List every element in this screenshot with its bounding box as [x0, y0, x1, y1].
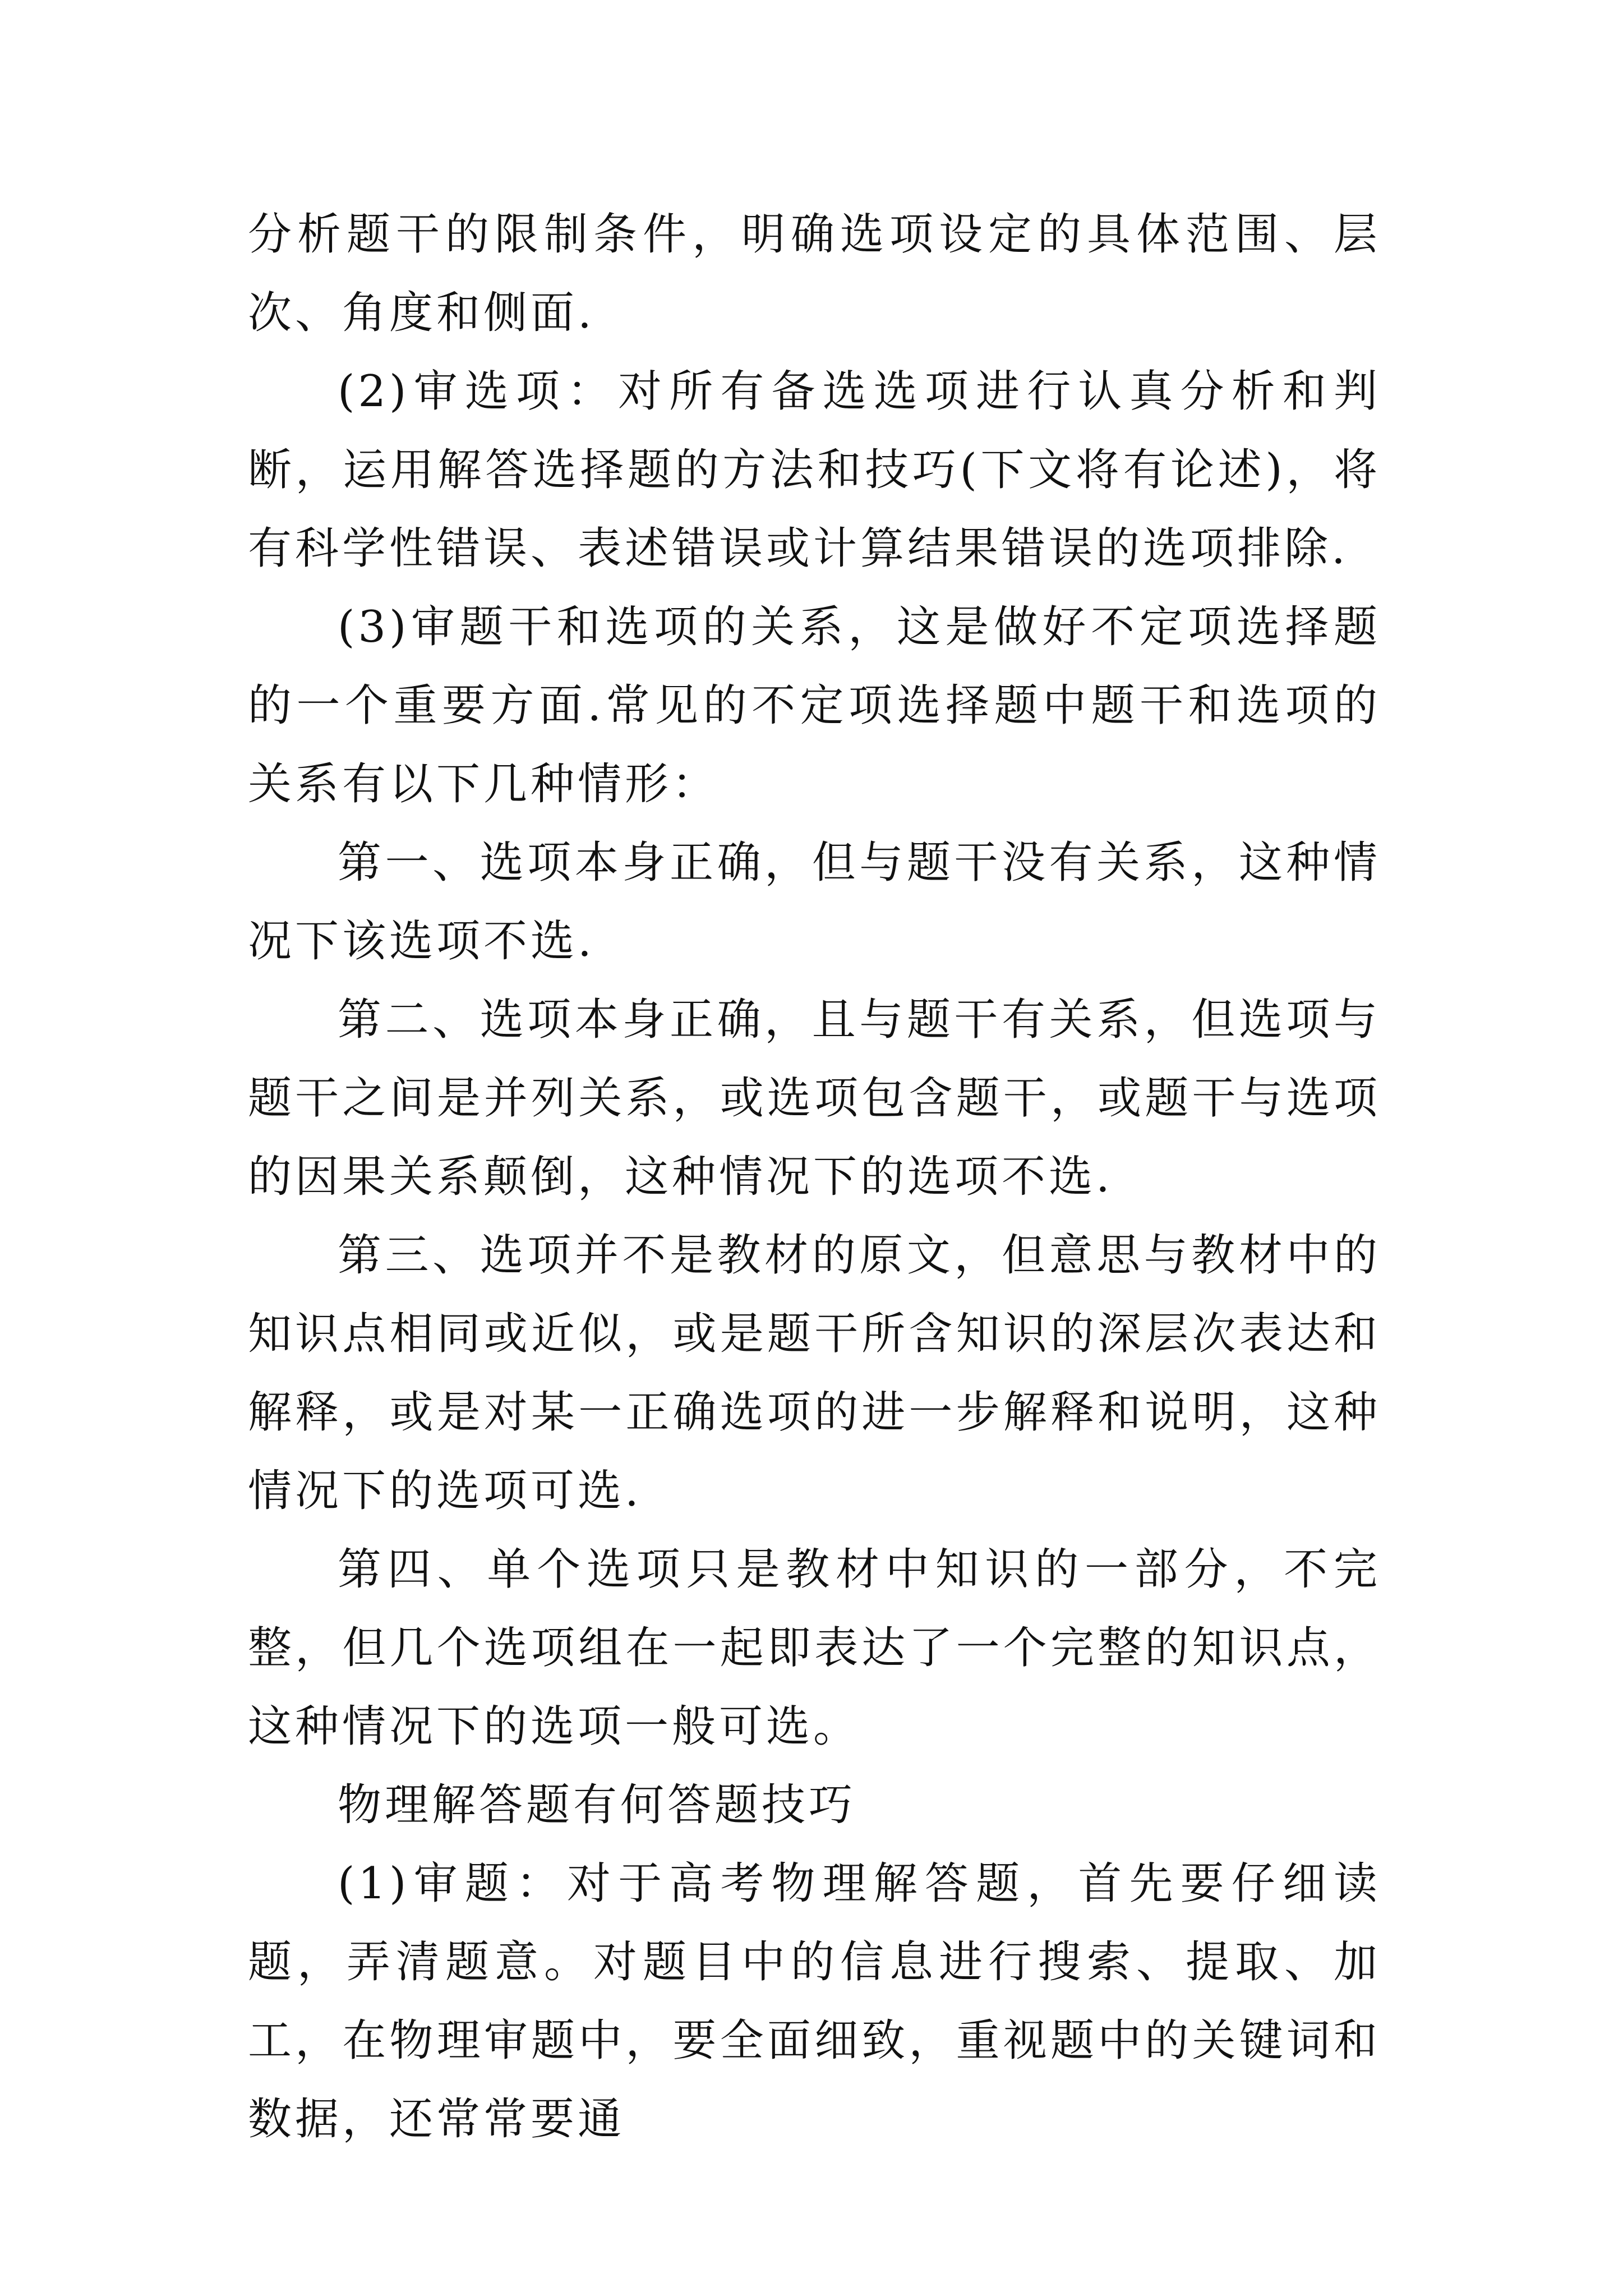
paragraph-6: 第三、选项并不是教材的原文，但意思与教材中的知识点相同或近似，或是题干所含知识的深层次表达和解释，或是对某一正确选项的进一步解释和说明，这种情况下的选项可选.: [248, 1230, 1381, 1516]
paragraph-1: 分析题干的限制条件，明确选项设定的具体范围、层次、角度和侧面.: [248, 209, 1381, 338]
document-body: [248, 195, 1381, 2159]
paragraph-7: 第四、单个选项只是教材中知识的一部分，不完整，但几个选项组在一起即表达了一个完整的知识点，这种情况下的选项一般可选。: [248, 1544, 1381, 1752]
section-heading: 物理解答题有何答题技巧: [338, 1780, 856, 1830]
paragraph-2: (2)审选项：对所有备选选项进行认真分析和判断，运用解答选择题的方法和技巧(下文将有论述)，将有科学性错误、表述错误或计算结果错误的选项排除.: [248, 366, 1381, 574]
paragraph-8: (1)审题：对于高考物理解答题，首先要仔细读题，弄清题意。对题目中的信息进行搜索、提取、加工，在物理审题中，要全面细致，重视题中的关键词和数据，还常常要通: [248, 1858, 1381, 2145]
paragraph-4: 第一、选项本身正确，但与题干没有关系，这种情况下该选项不选.: [248, 838, 1381, 967]
paragraph-5: 第二、选项本身正确，且与题干有关系，但选项与题干之间是并列关系，或选项包含题干，或题干与选项的因果关系颠倒，这种情况下的选项不选.: [248, 995, 1381, 1202]
paragraph-3: (3)审题干和选项的关系，这是做好不定项选择题的一个重要方面.常见的不定项选择题中题干和选项的关系有以下几种情形：: [248, 602, 1381, 809]
